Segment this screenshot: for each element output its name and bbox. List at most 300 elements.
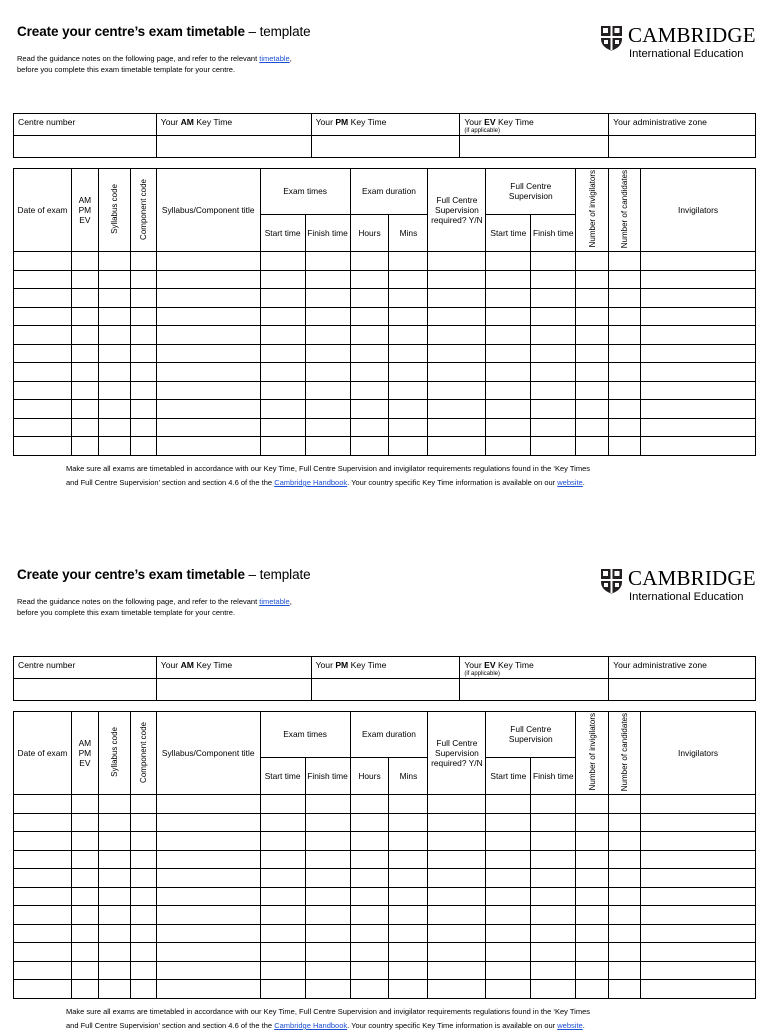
- table-cell[interactable]: [350, 869, 389, 888]
- table-cell[interactable]: [531, 813, 576, 832]
- table-cell[interactable]: [98, 326, 130, 345]
- table-cell[interactable]: [486, 850, 531, 869]
- table-cell[interactable]: [576, 400, 609, 419]
- table-cell[interactable]: [71, 252, 98, 271]
- table-cell[interactable]: [641, 307, 756, 326]
- table-cell[interactable]: [576, 795, 609, 814]
- table-cell[interactable]: [130, 437, 156, 456]
- table-cell[interactable]: [389, 400, 428, 419]
- table-cell[interactable]: [428, 795, 486, 814]
- table-cell[interactable]: [260, 924, 305, 943]
- table-cell[interactable]: [350, 850, 389, 869]
- table-cell[interactable]: [486, 924, 531, 943]
- table-cell[interactable]: [350, 363, 389, 382]
- table-cell[interactable]: [260, 270, 305, 289]
- table-cell[interactable]: [428, 850, 486, 869]
- table-cell[interactable]: [260, 344, 305, 363]
- table-cell[interactable]: [260, 869, 305, 888]
- table-cell[interactable]: [14, 980, 72, 999]
- table-cell[interactable]: [428, 832, 486, 851]
- website-link[interactable]: website: [557, 1021, 583, 1030]
- table-cell[interactable]: [260, 363, 305, 382]
- table-cell[interactable]: [14, 943, 72, 962]
- table-cell[interactable]: [14, 869, 72, 888]
- table-cell[interactable]: [486, 400, 531, 419]
- table-cell[interactable]: [576, 924, 609, 943]
- table-cell[interactable]: [350, 795, 389, 814]
- table-cell[interactable]: [428, 418, 486, 437]
- table-cell[interactable]: [130, 813, 156, 832]
- table-cell[interactable]: [260, 437, 305, 456]
- table-cell[interactable]: [350, 270, 389, 289]
- table-cell[interactable]: [156, 869, 260, 888]
- table-cell[interactable]: [305, 363, 350, 382]
- table-cell[interactable]: [305, 813, 350, 832]
- table-cell[interactable]: [531, 906, 576, 925]
- table-cell[interactable]: [576, 980, 609, 999]
- table-cell[interactable]: [71, 943, 98, 962]
- table-cell[interactable]: [486, 813, 531, 832]
- table-cell[interactable]: [156, 289, 260, 308]
- table-cell[interactable]: [156, 400, 260, 419]
- table-cell[interactable]: [350, 418, 389, 437]
- table-cell[interactable]: [260, 326, 305, 345]
- table-cell[interactable]: [641, 344, 756, 363]
- table-cell[interactable]: [531, 887, 576, 906]
- table-cell[interactable]: [609, 326, 641, 345]
- table-cell[interactable]: [156, 980, 260, 999]
- table-cell[interactable]: [576, 850, 609, 869]
- table-cell[interactable]: [641, 850, 756, 869]
- table-cell[interactable]: [641, 869, 756, 888]
- table-cell[interactable]: [156, 381, 260, 400]
- table-cell[interactable]: [98, 906, 130, 925]
- table-cell[interactable]: [609, 869, 641, 888]
- table-cell[interactable]: [98, 289, 130, 308]
- table-cell[interactable]: [260, 980, 305, 999]
- table-cell[interactable]: [641, 924, 756, 943]
- table-cell[interactable]: [389, 832, 428, 851]
- table-cell[interactable]: [130, 270, 156, 289]
- table-cell[interactable]: [260, 252, 305, 271]
- table-cell[interactable]: [14, 363, 72, 382]
- table-cell[interactable]: [130, 980, 156, 999]
- table-cell[interactable]: [305, 307, 350, 326]
- table-cell[interactable]: [260, 381, 305, 400]
- table-cell[interactable]: [531, 980, 576, 999]
- table-cell[interactable]: [389, 418, 428, 437]
- table-cell[interactable]: [531, 924, 576, 943]
- table-cell[interactable]: [389, 252, 428, 271]
- table-cell[interactable]: [531, 850, 576, 869]
- pm-key-time-field[interactable]: [311, 136, 460, 158]
- table-cell[interactable]: [156, 924, 260, 943]
- website-link[interactable]: website: [557, 478, 583, 487]
- table-cell[interactable]: [641, 813, 756, 832]
- table-cell[interactable]: [305, 418, 350, 437]
- table-cell[interactable]: [609, 980, 641, 999]
- table-cell[interactable]: [71, 980, 98, 999]
- table-cell[interactable]: [130, 363, 156, 382]
- table-cell[interactable]: [609, 850, 641, 869]
- table-cell[interactable]: [641, 326, 756, 345]
- table-cell[interactable]: [350, 887, 389, 906]
- table-cell[interactable]: [531, 400, 576, 419]
- table-cell[interactable]: [71, 961, 98, 980]
- table-cell[interactable]: [71, 832, 98, 851]
- table-cell[interactable]: [305, 887, 350, 906]
- table-cell[interactable]: [156, 795, 260, 814]
- table-cell[interactable]: [14, 252, 72, 271]
- table-cell[interactable]: [130, 887, 156, 906]
- table-cell[interactable]: [14, 813, 72, 832]
- table-cell[interactable]: [486, 381, 531, 400]
- table-cell[interactable]: [531, 437, 576, 456]
- centre-number-field[interactable]: [14, 679, 157, 701]
- table-cell[interactable]: [609, 795, 641, 814]
- table-cell[interactable]: [609, 924, 641, 943]
- table-cell[interactable]: [576, 270, 609, 289]
- table-cell[interactable]: [486, 437, 531, 456]
- table-cell[interactable]: [130, 795, 156, 814]
- table-cell[interactable]: [576, 289, 609, 308]
- table-cell[interactable]: [428, 326, 486, 345]
- table-cell[interactable]: [641, 906, 756, 925]
- table-cell[interactable]: [609, 307, 641, 326]
- table-cell[interactable]: [305, 906, 350, 925]
- table-cell[interactable]: [130, 289, 156, 308]
- table-cell[interactable]: [98, 980, 130, 999]
- timetable-link[interactable]: timetable: [259, 597, 290, 606]
- table-cell[interactable]: [389, 437, 428, 456]
- table-cell[interactable]: [305, 850, 350, 869]
- table-cell[interactable]: [641, 437, 756, 456]
- table-cell[interactable]: [130, 344, 156, 363]
- table-cell[interactable]: [486, 326, 531, 345]
- table-cell[interactable]: [350, 961, 389, 980]
- table-cell[interactable]: [389, 344, 428, 363]
- table-cell[interactable]: [130, 252, 156, 271]
- table-cell[interactable]: [531, 961, 576, 980]
- table-cell[interactable]: [486, 795, 531, 814]
- table-cell[interactable]: [156, 943, 260, 962]
- table-cell[interactable]: [389, 943, 428, 962]
- table-cell[interactable]: [14, 307, 72, 326]
- table-cell[interactable]: [641, 289, 756, 308]
- table-cell[interactable]: [260, 850, 305, 869]
- table-cell[interactable]: [486, 252, 531, 271]
- table-cell[interactable]: [428, 924, 486, 943]
- table-cell[interactable]: [130, 869, 156, 888]
- table-cell[interactable]: [14, 961, 72, 980]
- table-cell[interactable]: [305, 869, 350, 888]
- table-cell[interactable]: [350, 832, 389, 851]
- table-cell[interactable]: [98, 850, 130, 869]
- table-cell[interactable]: [156, 252, 260, 271]
- table-cell[interactable]: [428, 289, 486, 308]
- table-cell[interactable]: [486, 832, 531, 851]
- table-cell[interactable]: [428, 980, 486, 999]
- table-cell[interactable]: [641, 795, 756, 814]
- table-cell[interactable]: [576, 307, 609, 326]
- table-cell[interactable]: [486, 270, 531, 289]
- table-cell[interactable]: [350, 943, 389, 962]
- table-cell[interactable]: [428, 400, 486, 419]
- table-cell[interactable]: [641, 961, 756, 980]
- table-cell[interactable]: [428, 344, 486, 363]
- table-cell[interactable]: [98, 252, 130, 271]
- table-cell[interactable]: [641, 363, 756, 382]
- table-cell[interactable]: [305, 961, 350, 980]
- table-cell[interactable]: [98, 832, 130, 851]
- table-cell[interactable]: [531, 795, 576, 814]
- table-cell[interactable]: [609, 418, 641, 437]
- table-cell[interactable]: [14, 887, 72, 906]
- table-cell[interactable]: [609, 363, 641, 382]
- table-cell[interactable]: [428, 887, 486, 906]
- table-cell[interactable]: [305, 980, 350, 999]
- table-cell[interactable]: [14, 418, 72, 437]
- table-cell[interactable]: [531, 270, 576, 289]
- table-cell[interactable]: [350, 906, 389, 925]
- table-cell[interactable]: [71, 270, 98, 289]
- table-cell[interactable]: [98, 270, 130, 289]
- table-cell[interactable]: [156, 832, 260, 851]
- table-cell[interactable]: [71, 363, 98, 382]
- table-cell[interactable]: [389, 363, 428, 382]
- table-cell[interactable]: [71, 400, 98, 419]
- table-cell[interactable]: [156, 344, 260, 363]
- table-cell[interactable]: [71, 869, 98, 888]
- timetable-link[interactable]: timetable: [259, 54, 290, 63]
- table-cell[interactable]: [609, 400, 641, 419]
- table-cell[interactable]: [428, 906, 486, 925]
- table-cell[interactable]: [609, 270, 641, 289]
- table-cell[interactable]: [576, 832, 609, 851]
- table-cell[interactable]: [486, 344, 531, 363]
- am-key-time-field[interactable]: [156, 136, 311, 158]
- table-cell[interactable]: [350, 924, 389, 943]
- table-cell[interactable]: [305, 344, 350, 363]
- table-cell[interactable]: [609, 289, 641, 308]
- table-cell[interactable]: [576, 906, 609, 925]
- table-cell[interactable]: [260, 307, 305, 326]
- table-cell[interactable]: [305, 270, 350, 289]
- table-cell[interactable]: [305, 924, 350, 943]
- table-cell[interactable]: [609, 252, 641, 271]
- table-cell[interactable]: [486, 418, 531, 437]
- table-cell[interactable]: [14, 289, 72, 308]
- table-cell[interactable]: [260, 400, 305, 419]
- table-cell[interactable]: [260, 813, 305, 832]
- table-cell[interactable]: [305, 400, 350, 419]
- table-cell[interactable]: [389, 270, 428, 289]
- table-cell[interactable]: [130, 326, 156, 345]
- table-cell[interactable]: [14, 381, 72, 400]
- table-cell[interactable]: [14, 924, 72, 943]
- table-cell[interactable]: [98, 869, 130, 888]
- table-cell[interactable]: [486, 961, 531, 980]
- table-cell[interactable]: [350, 381, 389, 400]
- table-cell[interactable]: [531, 869, 576, 888]
- table-cell[interactable]: [641, 400, 756, 419]
- table-cell[interactable]: [98, 813, 130, 832]
- table-cell[interactable]: [389, 961, 428, 980]
- table-cell[interactable]: [14, 270, 72, 289]
- table-cell[interactable]: [641, 887, 756, 906]
- table-cell[interactable]: [156, 850, 260, 869]
- table-cell[interactable]: [305, 289, 350, 308]
- table-cell[interactable]: [156, 326, 260, 345]
- table-cell[interactable]: [641, 832, 756, 851]
- table-cell[interactable]: [576, 381, 609, 400]
- table-cell[interactable]: [576, 887, 609, 906]
- table-cell[interactable]: [305, 381, 350, 400]
- table-cell[interactable]: [156, 437, 260, 456]
- table-cell[interactable]: [486, 869, 531, 888]
- table-cell[interactable]: [14, 437, 72, 456]
- table-cell[interactable]: [14, 400, 72, 419]
- cambridge-handbook-link[interactable]: Cambridge Handbook: [274, 478, 348, 487]
- table-cell[interactable]: [305, 326, 350, 345]
- table-cell[interactable]: [389, 906, 428, 925]
- table-cell[interactable]: [428, 381, 486, 400]
- table-cell[interactable]: [389, 307, 428, 326]
- table-cell[interactable]: [531, 943, 576, 962]
- table-cell[interactable]: [576, 943, 609, 962]
- table-cell[interactable]: [428, 961, 486, 980]
- table-cell[interactable]: [350, 289, 389, 308]
- table-cell[interactable]: [130, 832, 156, 851]
- table-cell[interactable]: [71, 850, 98, 869]
- table-cell[interactable]: [71, 813, 98, 832]
- table-cell[interactable]: [98, 437, 130, 456]
- table-cell[interactable]: [305, 252, 350, 271]
- centre-number-field[interactable]: [14, 136, 157, 158]
- table-cell[interactable]: [576, 326, 609, 345]
- table-cell[interactable]: [71, 906, 98, 925]
- table-cell[interactable]: [531, 832, 576, 851]
- table-cell[interactable]: [260, 418, 305, 437]
- table-cell[interactable]: [71, 289, 98, 308]
- table-cell[interactable]: [98, 418, 130, 437]
- table-cell[interactable]: [641, 252, 756, 271]
- table-cell[interactable]: [486, 943, 531, 962]
- table-cell[interactable]: [305, 943, 350, 962]
- table-cell[interactable]: [609, 943, 641, 962]
- table-cell[interactable]: [389, 924, 428, 943]
- ev-key-time-field[interactable]: [460, 679, 609, 701]
- table-cell[interactable]: [531, 252, 576, 271]
- table-cell[interactable]: [305, 437, 350, 456]
- table-cell[interactable]: [260, 961, 305, 980]
- table-cell[interactable]: [156, 418, 260, 437]
- table-cell[interactable]: [389, 289, 428, 308]
- table-cell[interactable]: [350, 307, 389, 326]
- table-cell[interactable]: [130, 943, 156, 962]
- table-cell[interactable]: [260, 906, 305, 925]
- table-cell[interactable]: [305, 832, 350, 851]
- table-cell[interactable]: [576, 418, 609, 437]
- table-cell[interactable]: [531, 344, 576, 363]
- table-cell[interactable]: [260, 289, 305, 308]
- table-cell[interactable]: [130, 850, 156, 869]
- table-cell[interactable]: [428, 252, 486, 271]
- table-cell[interactable]: [428, 307, 486, 326]
- table-cell[interactable]: [531, 418, 576, 437]
- table-cell[interactable]: [71, 344, 98, 363]
- pm-key-time-field[interactable]: [311, 679, 460, 701]
- table-cell[interactable]: [350, 252, 389, 271]
- table-cell[interactable]: [609, 381, 641, 400]
- table-cell[interactable]: [576, 961, 609, 980]
- table-cell[interactable]: [98, 887, 130, 906]
- admin-zone-field[interactable]: [609, 679, 756, 701]
- table-cell[interactable]: [428, 943, 486, 962]
- table-cell[interactable]: [609, 437, 641, 456]
- table-cell[interactable]: [71, 795, 98, 814]
- table-cell[interactable]: [389, 980, 428, 999]
- table-cell[interactable]: [576, 252, 609, 271]
- table-cell[interactable]: [609, 813, 641, 832]
- table-cell[interactable]: [350, 326, 389, 345]
- table-cell[interactable]: [389, 869, 428, 888]
- table-cell[interactable]: [130, 400, 156, 419]
- table-cell[interactable]: [156, 363, 260, 382]
- table-cell[interactable]: [486, 887, 531, 906]
- table-cell[interactable]: [98, 400, 130, 419]
- table-cell[interactable]: [350, 400, 389, 419]
- table-cell[interactable]: [576, 344, 609, 363]
- table-cell[interactable]: [98, 363, 130, 382]
- table-cell[interactable]: [531, 381, 576, 400]
- table-cell[interactable]: [14, 795, 72, 814]
- table-cell[interactable]: [531, 289, 576, 308]
- table-cell[interactable]: [486, 906, 531, 925]
- table-cell[interactable]: [98, 307, 130, 326]
- table-cell[interactable]: [576, 869, 609, 888]
- table-cell[interactable]: [98, 381, 130, 400]
- table-cell[interactable]: [350, 813, 389, 832]
- table-cell[interactable]: [98, 961, 130, 980]
- table-cell[interactable]: [486, 363, 531, 382]
- table-cell[interactable]: [609, 344, 641, 363]
- admin-zone-field[interactable]: [609, 136, 756, 158]
- table-cell[interactable]: [641, 943, 756, 962]
- table-cell[interactable]: [350, 980, 389, 999]
- table-cell[interactable]: [71, 381, 98, 400]
- cambridge-handbook-link[interactable]: Cambridge Handbook: [274, 1021, 348, 1030]
- table-cell[interactable]: [531, 363, 576, 382]
- table-cell[interactable]: [71, 924, 98, 943]
- table-cell[interactable]: [609, 961, 641, 980]
- table-cell[interactable]: [609, 887, 641, 906]
- table-cell[interactable]: [576, 813, 609, 832]
- table-cell[interactable]: [260, 887, 305, 906]
- table-cell[interactable]: [98, 924, 130, 943]
- table-cell[interactable]: [130, 961, 156, 980]
- table-cell[interactable]: [260, 795, 305, 814]
- table-cell[interactable]: [641, 270, 756, 289]
- table-cell[interactable]: [260, 832, 305, 851]
- table-cell[interactable]: [428, 813, 486, 832]
- table-cell[interactable]: [130, 381, 156, 400]
- table-cell[interactable]: [486, 289, 531, 308]
- table-cell[interactable]: [389, 381, 428, 400]
- table-cell[interactable]: [389, 813, 428, 832]
- table-cell[interactable]: [14, 344, 72, 363]
- table-cell[interactable]: [486, 980, 531, 999]
